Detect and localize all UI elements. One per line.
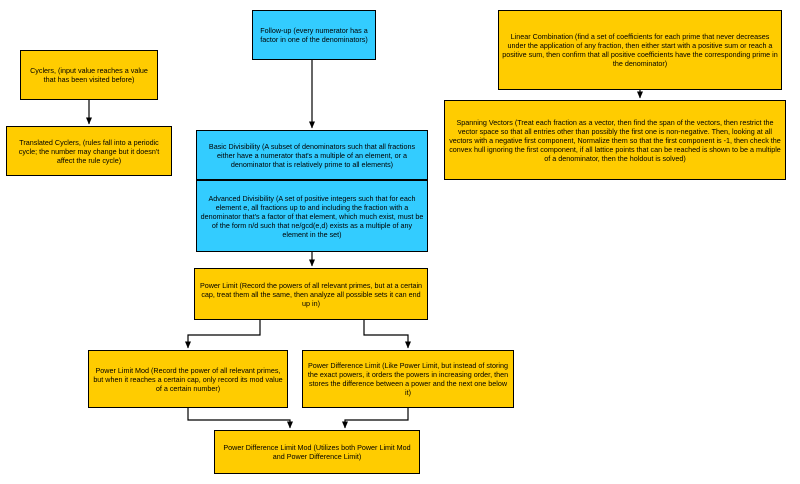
node-power-limit-mod[interactable] (88, 350, 288, 408)
node-power-difference-limit-mod[interactable] (214, 430, 420, 474)
node-linear-combination[interactable] (498, 10, 782, 90)
node-basic-divisibility-label: Basic Divisibility (A subset of denominators such that all fractions either have a numerator that's a multiple of an element, or a denominator that is relatively prime to all elements) (208, 141, 416, 169)
edge-power-limit-to-power-limit-mod (188, 320, 260, 348)
node-power-difference-limit[interactable] (302, 350, 514, 408)
node-spanning-vectors-label: Spanning Vectors (Treat each fraction as a vector, then find the span of the vectors, then restrict the vector space so that all entries other than possibly the first one is non-negative. Then, looking at all vectors with a negative first component, Normalize them so that the first component is -1, then check the convex hull ignoring the first component, if all lattice points that can be reached is shown to be a multiple of a denominator, then the holdout is solved) (449, 117, 781, 163)
node-cyclers-label: Cyclers, (input value reaches a value that has been visited before) (30, 66, 148, 84)
node-power-difference-limit-mod-label: Power Difference Limit Mod (Utilizes both Power Limit Mod and Power Difference Limit) (223, 443, 411, 461)
node-power-limit-label: Power Limit (Record the powers of all relevant primes, but at a certain cap, treat them all the same, then analyze all possible sets it can end up in) (199, 280, 423, 308)
node-power-limit-mod-label: Power Limit Mod (Record the power of all relevant primes, but when it reaches a certain cap, only record its mod value of a certain number) (93, 365, 283, 393)
node-spanning-vectors[interactable] (444, 100, 786, 180)
node-cyclers[interactable] (20, 50, 158, 100)
node-follow-up-label: Follow-up (every numerator has a factor in one of the denominators) (260, 26, 368, 44)
node-advanced-divisibility-label: Advanced Divisibility (A set of positive integers such that for each element e, all fractions up to and including the fraction with a denominator that's a factor of that element, which much exist, must be of the form n/d such that ne/gcd(e,d) exists as a multiple of any element in the set) (200, 193, 424, 239)
edge-power-limit-to-power-difference-limit (364, 320, 408, 348)
node-linear-combination-label: Linear Combination (find a set of coefficients for each prime that never decreases under the application of any fraction, then either start with a positive sum or reach a positive sum, then confirm that all positive coefficients have the corresponding prime in the denominator) (502, 32, 778, 68)
node-basic-divisibility[interactable] (196, 130, 428, 180)
node-translated-cyclers[interactable] (6, 126, 172, 176)
node-power-difference-limit-label: Power Difference Limit (Like Power Limit, but instead of storing the exact powers, it orders the powers in increasing order, then stores the difference between a power and the next one below it) (307, 361, 509, 397)
edge-power-limit-mod-to-pdlm (188, 408, 290, 428)
node-translated-cyclers-label: Translated Cyclers, (rules fall into a periodic cycle; the number may change but it doesn't affect the rule cycle) (18, 137, 160, 165)
node-advanced-divisibility[interactable] (196, 180, 428, 252)
node-follow-up[interactable] (252, 10, 376, 60)
edge-power-difference-limit-to-pdlm (345, 408, 408, 428)
node-power-limit[interactable] (194, 268, 428, 320)
